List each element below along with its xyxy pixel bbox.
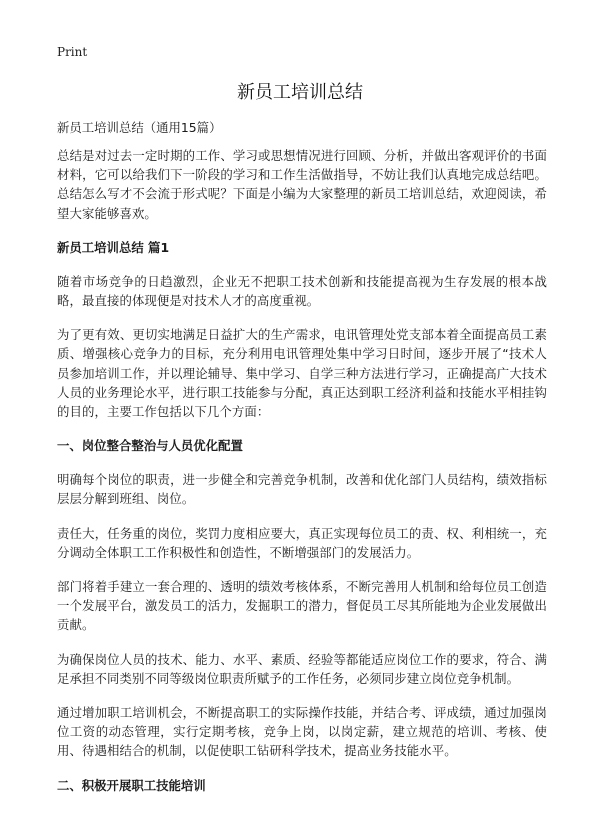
- page-title: 新员工培训总结: [237, 82, 363, 103]
- paragraph: 为了更有效、更切实地满足日益扩大的生产需求，电讯管理处党支部本着全面提高员工素质、增强核心竞争力的目标，充分利用电讯管理处集中学习日时间，逐步开展了“技术人员参加培训工作，并以理论辅导、集中学习、自学三种方法进行学习，正确提高广大技术人员的业务理论水平，进行职工技能参与分配，真正达到职工经济利益和技能水平相挂钩的目的，主要工作包括以下几个方面：: [57, 327, 547, 420]
- paragraph: 责任大，任务重的岗位，奖罚力度相应要大，真正实现每位员工的责、权、利相统一，充分调动全体职工工作积极性和创造性，不断增强部门的发展活力。: [57, 525, 547, 560]
- article-subtitle: 新员工培训总结（通用15篇）: [57, 120, 222, 135]
- article-heading: 新员工培训总结 篇1: [57, 239, 170, 255]
- paragraph: 通过增加职工培训机会，不断提高职工的实际操作技能，并结合考、评成绩，通过加强岗位工资的动态管理，实行定期考核，竞争上岗，以岗定薪，建立规范的培训、考核、使用、待遇相结合的机制，以促使职工钻研科学技术，提高业务技能水平。: [57, 705, 547, 759]
- paragraph: 为确保岗位人员的技术、能力、水平、素质、经验等都能适应岗位工作的要求，符合、满足承担不同类别不同等级岗位职责所赋予的工作任务，必须同步建立岗位竞争机制。: [57, 651, 547, 686]
- paragraph: 明确每个岗位的职责，进一步健全和完善竞争机制，改善和优化部门人员结构，绩效指标层层分解到班组、岗位。: [57, 472, 547, 507]
- paragraph: 随着市场竞争的日趋激烈，企业无不把职工技术创新和技能提高视为生存发展的根本战略，最直接的体现便是对技术人才的高度重视。: [57, 273, 547, 309]
- intro-paragraph: 总结是对过去一定时期的工作、学习或思想情况进行回顾、分析，并做出客观评价的书面材料，它可以给我们下一阶段的学习和工作生活做指导，不妨让我们认真地完成总结吧。总结怎么写才不会流于形式呢？下面是小编为大家整理的新员工培训总结，欢迎阅读，希望大家能够喜欢。: [57, 148, 547, 221]
- article-body: [57, 117, 547, 810]
- print-link[interactable]: Print: [57, 45, 88, 59]
- paragraph: 部门将着手建立一套合理的、透明的绩效考核体系，不断完善用人机制和给每位员工创造一个发展平台，激发员工的活力，发掘职工的潜力，督促员工尽其所能地为企业发展做出贡献。: [57, 579, 547, 633]
- section-heading: 一、岗位整合整治与人员优化配置: [57, 438, 243, 454]
- section-heading: 二、积极开展职工技能培训: [57, 777, 206, 793]
